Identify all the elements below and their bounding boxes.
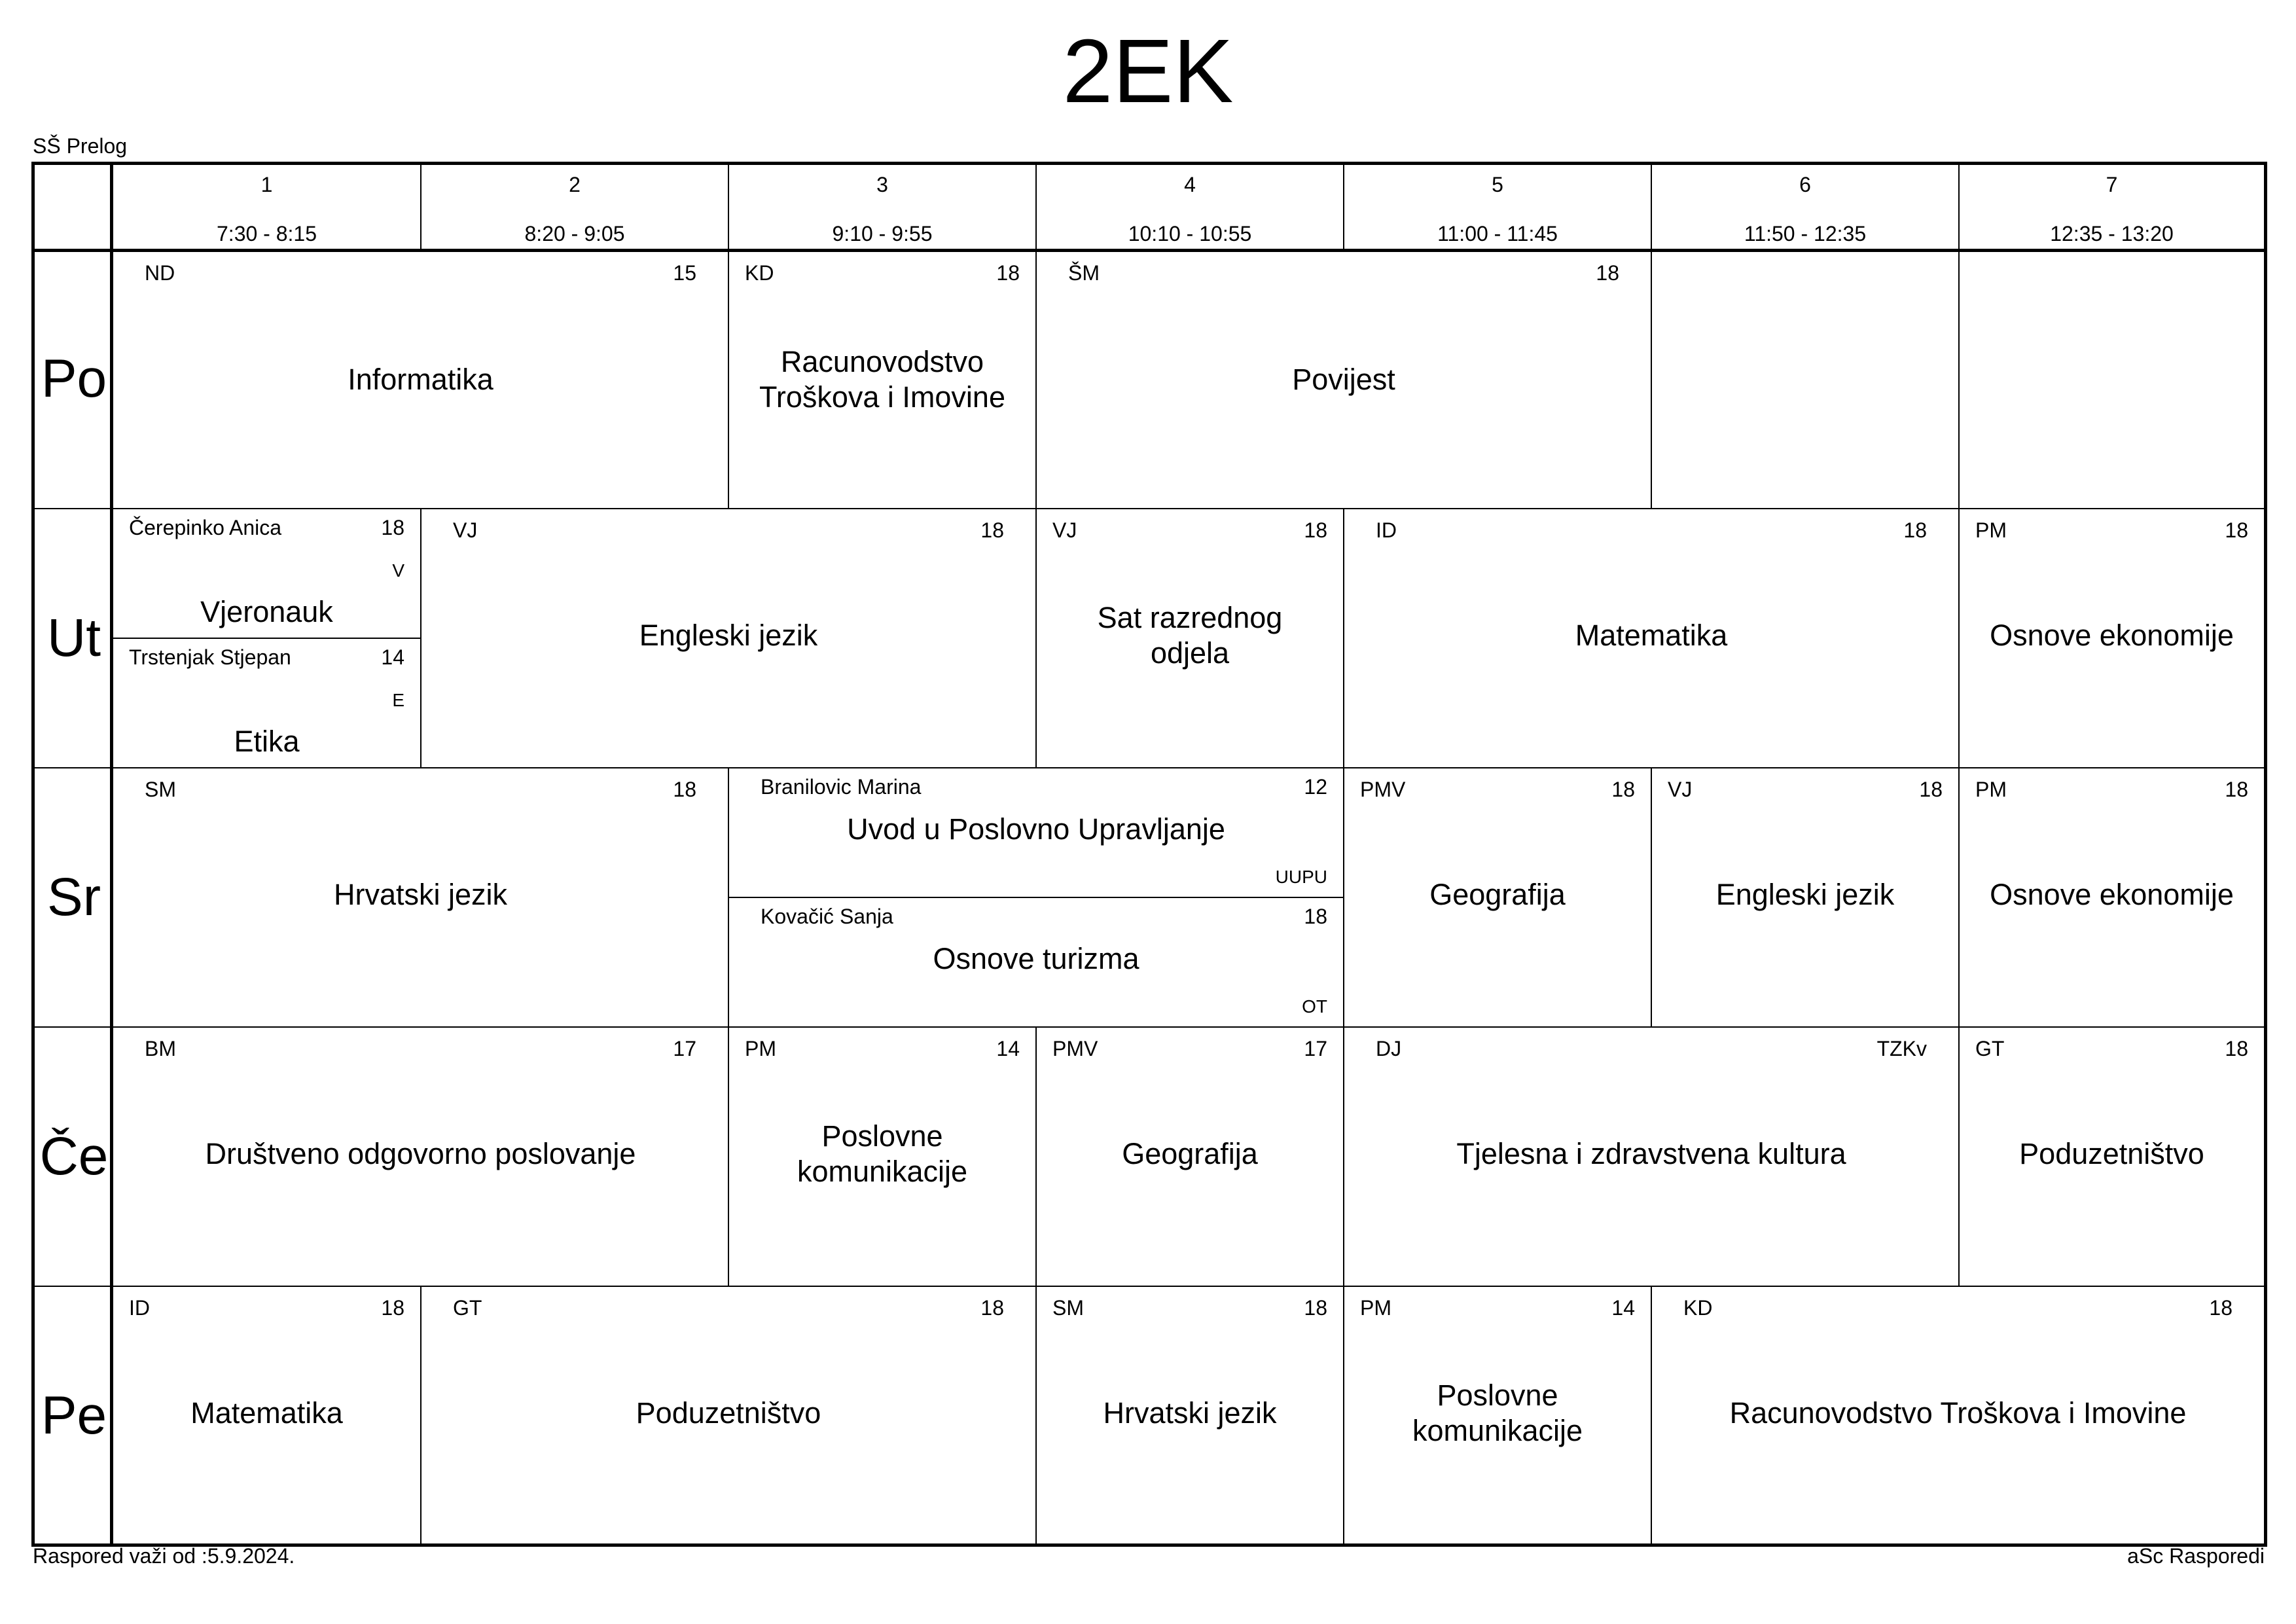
lesson-cell[interactable] <box>1344 509 1958 767</box>
split-lesson-cell[interactable] <box>113 509 420 767</box>
lesson-cell[interactable] <box>1037 1028 1343 1286</box>
room-number: 15 <box>673 261 696 285</box>
period-number: 2 <box>569 173 581 196</box>
period-number: 6 <box>1799 173 1811 196</box>
lesson-cell[interactable] <box>113 768 728 1026</box>
subject-name: Engleski jezik <box>639 619 818 652</box>
subject-name: Osnove ekonomije <box>1990 619 2234 652</box>
subject-name: Geografija <box>1122 1137 1258 1170</box>
day-label-po: Po <box>41 349 107 408</box>
day-label-ut: Ut <box>47 608 101 668</box>
subject-name-line1: Sat razrednog <box>1097 601 1283 634</box>
lesson-cell[interactable] <box>1344 1028 1958 1286</box>
group-lesson[interactable] <box>113 509 420 638</box>
room-number: 18 <box>1304 1296 1327 1320</box>
room-number: 18 <box>673 778 696 801</box>
teacher-code: VJ <box>453 518 478 542</box>
period-header <box>113 165 420 249</box>
subject-name-line1: Poslovne <box>1437 1379 1558 1412</box>
group-lesson[interactable] <box>729 768 1343 897</box>
group-lesson[interactable] <box>729 898 1343 1026</box>
teacher-code: PM <box>1360 1296 1391 1320</box>
room-number: 12 <box>1304 775 1327 799</box>
empty-cell[interactable] <box>1652 252 1958 508</box>
room-number: 18 <box>1596 261 1619 285</box>
group-lesson[interactable] <box>113 639 420 767</box>
subject-name: Povijest <box>1292 363 1395 396</box>
period-header <box>422 165 728 249</box>
group-code: OT <box>1302 996 1327 1017</box>
lesson-cell[interactable] <box>1652 1287 2264 1543</box>
teacher-code: ID <box>129 1296 150 1320</box>
period-number: 4 <box>1184 173 1196 196</box>
subject-name: Poduzetništvo <box>2019 1137 2204 1170</box>
teacher-code: VJ <box>1668 778 1693 801</box>
subject-name-line1: Poslovne <box>821 1119 943 1153</box>
subject-name: Društveno odgovorno poslovanje <box>205 1137 636 1170</box>
teacher-code: VJ <box>1052 518 1077 542</box>
group-code: UUPU <box>1275 867 1327 887</box>
subject-name-line2: komunikacije <box>797 1155 968 1188</box>
teacher-code: GT <box>1975 1037 2005 1060</box>
subject-name: Osnove ekonomije <box>1990 878 2234 911</box>
subject-name: Informatika <box>348 363 493 396</box>
subject-name: Matematika <box>190 1396 343 1430</box>
period-header <box>1344 165 1651 249</box>
page-title: 2EK <box>1062 21 1234 122</box>
lesson-cell[interactable] <box>422 509 1035 767</box>
teacher-code: PM <box>1975 518 2007 542</box>
lesson-cell[interactable] <box>729 252 1035 508</box>
room-code: TZKv <box>1876 1037 1927 1060</box>
teacher-code: ID <box>1376 518 1397 542</box>
subject-name: Vjeronauk <box>200 595 333 628</box>
subject-name: Uvod u Poslovno Upravljanje <box>847 812 1225 846</box>
period-time: 10:10 - 10:55 <box>1128 222 1252 245</box>
lesson-cell[interactable] <box>113 1028 728 1286</box>
room-number: 14 <box>1611 1296 1635 1320</box>
school-name: SŠ Prelog <box>33 134 128 158</box>
lesson-cell[interactable] <box>113 1287 420 1543</box>
period-header <box>729 165 1035 249</box>
teacher-name: Čerepinko Anica <box>129 516 282 539</box>
day-label-ce: Če <box>39 1127 109 1186</box>
day-label-pe: Pe <box>41 1386 107 1445</box>
subject-name: Tjelesna i zdravstvena kultura <box>1456 1137 1846 1170</box>
teacher-code: PMV <box>1360 778 1406 801</box>
lesson-cell[interactable] <box>1037 1287 1343 1543</box>
subject-name: Osnove turizma <box>933 942 1139 975</box>
subject-name: Poduzetništvo <box>636 1396 821 1430</box>
lesson-cell[interactable] <box>1344 1287 1651 1543</box>
room-number: 18 <box>2225 518 2248 542</box>
teacher-code: PMV <box>1052 1037 1098 1060</box>
teacher-code: ŠM <box>1068 261 1100 285</box>
room-number: 18 <box>1903 518 1927 542</box>
period-header <box>1037 165 1343 249</box>
room-number: 14 <box>381 645 404 669</box>
subject-name-line2: Troškova i Imovine <box>759 380 1005 414</box>
teacher-code: BM <box>145 1037 176 1060</box>
teacher-code: GT <box>453 1296 482 1320</box>
software-credit: aSc Rasporedi <box>2127 1544 2265 1568</box>
empty-cell[interactable] <box>1960 252 2264 508</box>
lesson-cell[interactable] <box>1960 509 2264 767</box>
subject-name: Matematika <box>1575 619 1728 652</box>
period-number: 3 <box>876 173 888 196</box>
teacher-name: Trstenjak Stjepan <box>129 645 291 669</box>
teacher-code: SM <box>1052 1296 1084 1320</box>
room-number: 18 <box>2225 1037 2248 1060</box>
lesson-cell[interactable] <box>1960 768 2264 1026</box>
subject-name: Etika <box>234 725 300 758</box>
teacher-code: ND <box>145 261 175 285</box>
room-number: 18 <box>996 261 1020 285</box>
teacher-code: PM <box>745 1037 776 1060</box>
room-number: 18 <box>2225 778 2248 801</box>
room-number: 17 <box>1304 1037 1327 1060</box>
room-number: 18 <box>1304 518 1327 542</box>
subject-name: Engleski jezik <box>1715 878 1895 911</box>
lesson-cell[interactable] <box>1037 252 1651 508</box>
period-number: 5 <box>1492 173 1503 196</box>
lesson-cell[interactable] <box>1960 1028 2264 1286</box>
period-time: 8:20 - 9:05 <box>524 222 625 245</box>
period-time: 12:35 - 13:20 <box>2050 222 2174 245</box>
period-time: 11:00 - 11:45 <box>1437 222 1558 245</box>
room-number: 17 <box>673 1037 696 1060</box>
split-lesson-cell[interactable] <box>729 768 1343 1026</box>
room-number: 14 <box>996 1037 1020 1060</box>
room-number: 18 <box>1611 778 1635 801</box>
period-time: 9:10 - 9:55 <box>832 222 933 245</box>
subject-name-line1: Racunovodstvo <box>780 345 984 378</box>
timetable-grid <box>31 162 2267 1547</box>
lesson-cell[interactable] <box>113 252 728 508</box>
teacher-code: KD <box>1683 1296 1713 1320</box>
day-label-sr: Sr <box>47 867 101 927</box>
room-number: 18 <box>1304 905 1327 928</box>
teacher-code: SM <box>145 778 176 801</box>
valid-from-note: Raspored važi od :5.9.2024. <box>33 1544 295 1568</box>
period-number: 1 <box>260 173 273 196</box>
subject-name: Racunovodstvo Troškova i Imovine <box>1729 1396 2187 1430</box>
room-number: 18 <box>381 516 404 539</box>
lesson-cell[interactable] <box>1652 768 1958 1026</box>
period-time: 7:30 - 8:15 <box>217 222 317 245</box>
teacher-code: DJ <box>1376 1037 1402 1060</box>
period-time: 11:50 - 12:35 <box>1744 222 1867 245</box>
subject-name: Geografija <box>1429 878 1566 911</box>
subject-name: Hrvatski jezik <box>1103 1396 1277 1430</box>
lesson-cell[interactable] <box>1037 509 1343 767</box>
teacher-code: KD <box>745 261 774 285</box>
period-header <box>1652 165 1958 249</box>
period-header <box>1960 165 2264 249</box>
group-code: V <box>392 560 404 581</box>
lesson-cell[interactable] <box>729 1028 1035 1286</box>
lesson-cell[interactable] <box>422 1287 1035 1543</box>
lesson-cell[interactable] <box>1344 768 1651 1026</box>
room-number: 18 <box>381 1296 404 1320</box>
room-number: 18 <box>980 518 1004 542</box>
room-number: 18 <box>980 1296 1004 1320</box>
subject-name-line2: odjela <box>1150 636 1230 670</box>
teacher-name: Branilovic Marina <box>761 775 922 799</box>
room-number: 18 <box>2209 1296 2233 1320</box>
teacher-code: PM <box>1975 778 2007 801</box>
subject-name: Hrvatski jezik <box>333 878 508 911</box>
subject-name-line2: komunikacije <box>1412 1414 1583 1447</box>
teacher-name: Kovačić Sanja <box>761 905 893 928</box>
group-code: E <box>392 690 404 710</box>
room-number: 18 <box>1919 778 1943 801</box>
period-number: 7 <box>2106 173 2118 196</box>
